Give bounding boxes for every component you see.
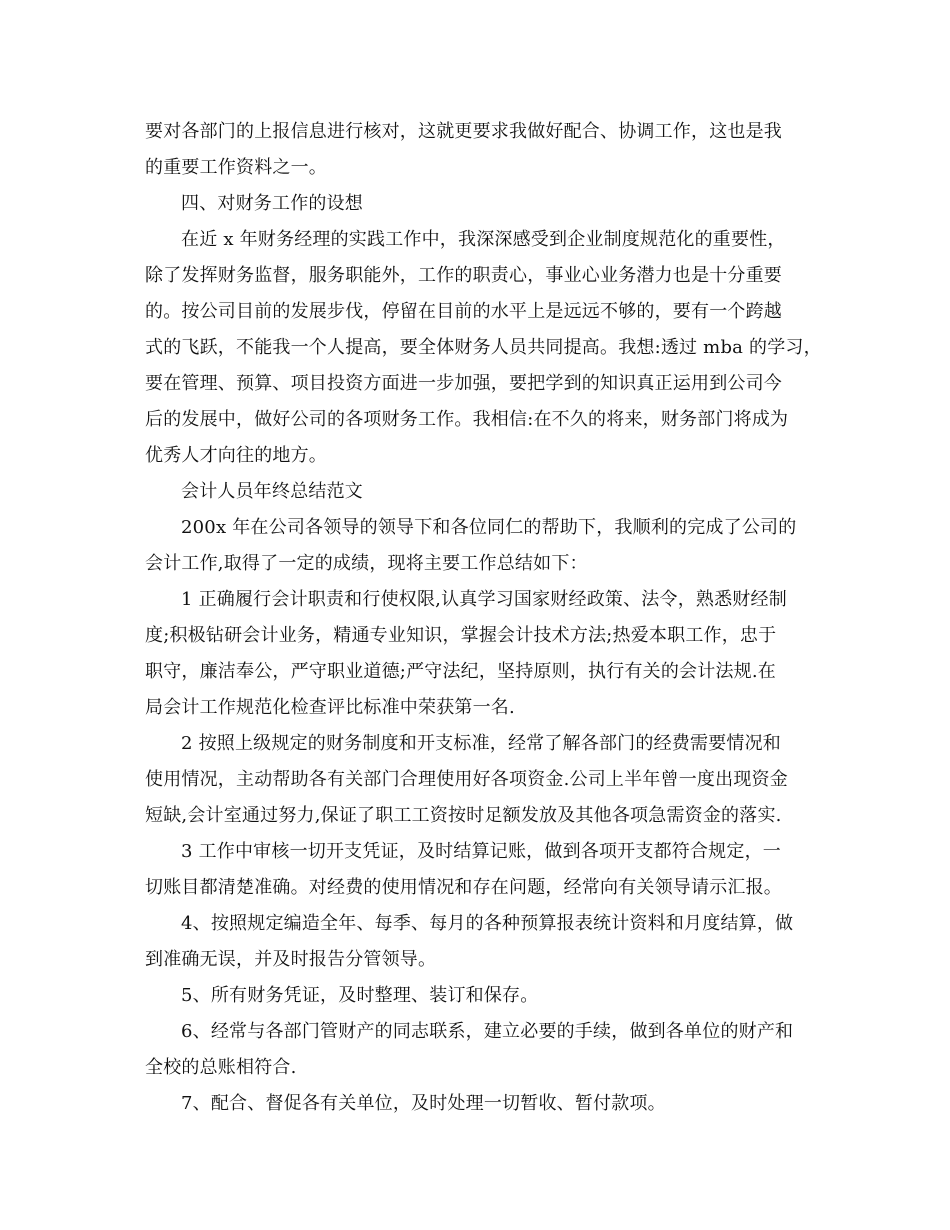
text-line: 要对各部门的上报信息进行核对，这就更要求我做好配合、协调工作，这也是我 (145, 121, 782, 142)
text-line: 4、按照规定编造全年、每季、每月的各种预算报表统计资料和月度结算，做 (181, 913, 794, 934)
text-line: 2 按照上级规定的财务制度和开支标准，经常了解各部门的经费需要情况和 (181, 733, 781, 754)
text-line: 优秀人才向往的地方。 (145, 445, 327, 466)
text-line: 3 工作中审核一切开支凭证，及时结算记账，做到各项开支都符合规定，一 (181, 841, 781, 862)
text-line: 6、经常与各部门管财产的同志联系，建立必要的手续，做到各单位的财产和 (181, 1021, 794, 1042)
text-line: 1 正确履行会计职责和行使权限,认真学习国家财经政策、法令，熟悉财经制 (181, 589, 787, 610)
text-line: 的重要工作资料之一。 (145, 157, 327, 178)
text-line: 5、所有财务凭证，及时整理、装订和保存。 (181, 985, 539, 1006)
text-line: 式的飞跃，不能我一个人提高，要全体财务人员共同提高。我想:透过 mba 的学习， (145, 337, 822, 358)
text-line: 会计工作,取得了一定的成绩，现将主要工作总结如下： (145, 553, 588, 574)
text-line: 职守，廉洁奉公，严守职业道德;严守法纪，坚持原则，执行有关的会计法规.在 (145, 661, 776, 682)
text-line: 7、配合、督促各有关单位，及时处理一切暂收、暂付款项。 (181, 1093, 666, 1114)
text-line: 的。按公司目前的发展步伐，停留在目前的水平上是远远不够的，要有一个跨越 (145, 301, 782, 322)
text-line: 200x 年在公司各领导的领导下和各位同仁的帮助下，我顺利的完成了公司的 (181, 517, 797, 538)
text-line: 后的发展中，做好公司的各项财务工作。我相信:在不久的将来，财务部门将成为 (145, 409, 789, 430)
text-line: 全校的总账相符合. (145, 1057, 297, 1078)
text-line: 除了发挥财务监督，服务职能外，工作的职责心，事业心业务潜力也是十分重要 (145, 265, 782, 286)
text-line: 使用情况，主动帮助各有关部门合理使用好各项资金.公司上半年曾一度出现资金 (145, 769, 788, 790)
text-line: 短缺,会计室通过努力,保证了职工工资按时足额发放及其他各项急需资金的落实. (145, 805, 782, 826)
text-line: 要在管理、预算、项目投资方面进一步加强，要把学到的知识真正运用到公司今 (145, 373, 782, 394)
section-heading: 四、对财务工作的设想 (181, 193, 363, 214)
article-title: 会计人员年终总结范文 (181, 481, 363, 502)
text-line: 在近 x 年财务经理的实践工作中，我深深感受到企业制度规范化的重要性， (181, 229, 786, 250)
text-line: 局会计工作规范化检查评比标准中荣获第一名. (145, 697, 515, 718)
text-line: 到准确无误，并及时报告分管领导。 (145, 949, 437, 970)
text-line: 切账目都清楚准确。对经费的使用情况和存在问题，经常向有关领导请示汇报。 (145, 877, 782, 898)
text-line: 度;积极钻研会计业务，精通专业知识，掌握会计技术方法;热爱本职工作，忠于 (145, 625, 777, 646)
